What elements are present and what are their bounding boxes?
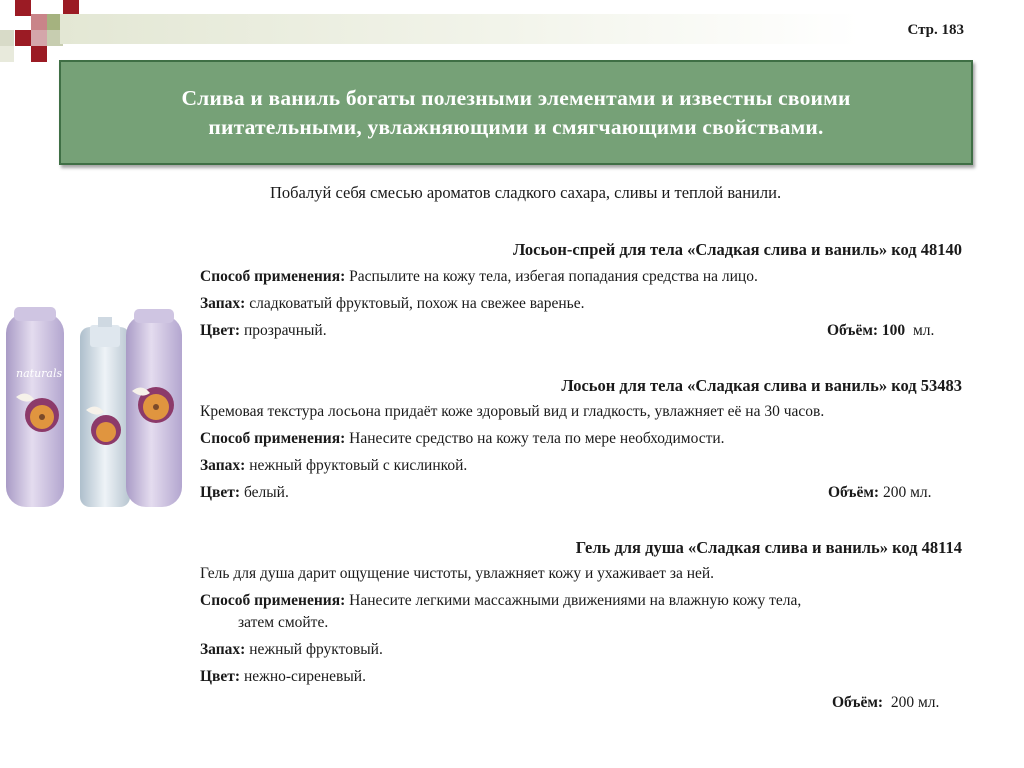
usage-text: Нанесите средство на кожу тела по мере необходимости. (345, 430, 725, 447)
banner-line-2: питательными, увлажняющими и смягчающими свойствами. (208, 114, 824, 139)
product-2-description: Кремовая текстура лосьона придаёт коже здоровый вид и гладкость, увлажняет её на 30 часов. (200, 403, 825, 420)
color-label: Цвет: (200, 322, 241, 339)
product-3-description: Гель для душа дарит ощущение чистоты, увлажняет кожу и ухаживает за ней. (200, 565, 715, 582)
product-3-scent (200, 641, 383, 659)
product-3-usage (200, 592, 801, 610)
scent-label: Запах: (200, 295, 246, 312)
product-1-color (200, 322, 327, 340)
product-bottles-image (2, 305, 188, 510)
volume-text: 200 мл. (879, 484, 932, 501)
product-1-volume (827, 322, 934, 340)
intro-text: Побалуй себя смесью ароматов сладкого сахара, сливы и теплой ванили. (270, 183, 782, 202)
scent-label: Запах: (200, 457, 246, 474)
product-3-title: Гель для душа «Сладкая слива и ваниль» код 48114 (575, 538, 962, 557)
brand-label: naturals (16, 367, 63, 380)
product-1-scent (200, 295, 584, 313)
volume-label: Объём: 100 (827, 322, 906, 339)
usage-label: Способ применения: (200, 268, 346, 285)
product-2-scent (200, 457, 467, 475)
color-text: нежно-сиреневый. (240, 668, 366, 685)
scent-text: сладковатый фруктовый, похож на свежее варенье. (245, 295, 585, 312)
product-2-usage (200, 430, 725, 448)
shower-gel-bottle (6, 307, 64, 507)
scent-label: Запах: (200, 641, 246, 658)
product-1-usage (200, 268, 758, 286)
body-lotion-bottle (126, 309, 182, 507)
usage-label: Способ применения: (200, 592, 346, 609)
body-spray-bottle (80, 317, 130, 507)
color-text: прозрачный. (240, 322, 327, 339)
product-1-title: Лосьон-спрей для тела «Сладкая слива и ваниль» код 48140 (512, 240, 962, 259)
volume-text: 200 мл. (883, 694, 940, 711)
page-number: Стр. 183 (907, 22, 964, 38)
usage-text: Нанесите легкими массажными движениями на влажную кожу тела, (345, 592, 802, 609)
color-text: белый. (240, 484, 289, 501)
product-3-usage-continued: затем смойте. (238, 614, 329, 631)
headline-banner (59, 60, 973, 165)
usage-label: Способ применения: (200, 430, 346, 447)
banner-line-1: Слива и ваниль богаты полезными элементами и известны своими (181, 85, 851, 110)
color-label: Цвет: (200, 484, 241, 501)
scent-text: нежный фруктовый. (245, 641, 383, 658)
product-2-title: Лосьон для тела «Сладкая слива и ваниль» код 53483 (561, 376, 962, 395)
product-3-color (200, 668, 366, 686)
scent-text: нежный фруктовый с кислинкой. (245, 457, 468, 474)
product-2-volume (828, 484, 931, 502)
product-2-color (200, 484, 289, 502)
color-label: Цвет: (200, 668, 241, 685)
header-band (60, 14, 860, 44)
volume-text: мл. (905, 322, 935, 339)
usage-text: Распылите на кожу тела, избегая попадания средства на лицо. (345, 268, 758, 285)
volume-label: Объём: (832, 694, 884, 711)
product-3-volume (832, 694, 939, 712)
volume-label: Объём: (828, 484, 880, 501)
